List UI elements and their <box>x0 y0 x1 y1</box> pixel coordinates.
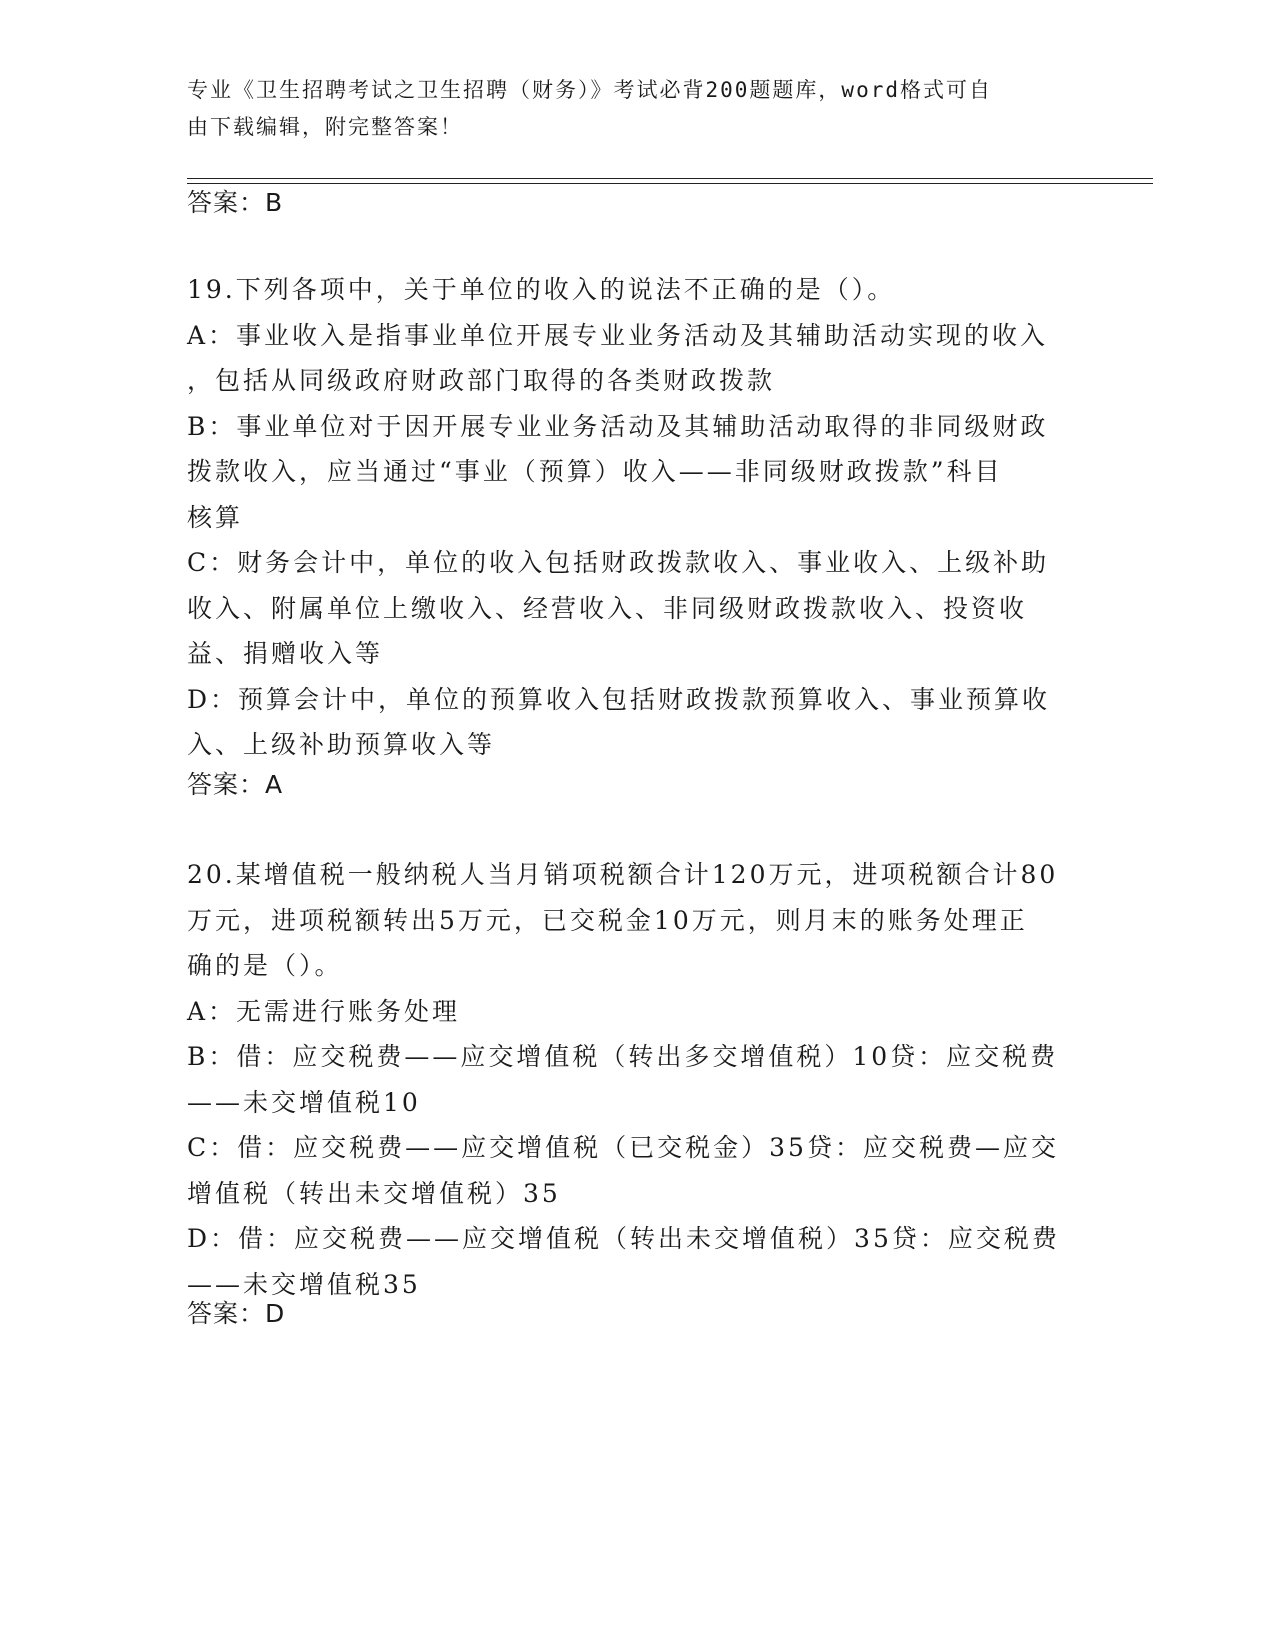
option-c-line-1: C：借：应交税费——应交增值税（已交税金）35贷：应交税费—应交 <box>187 1133 1059 1162</box>
option-b-line-1: B：事业单位对于因开展专业业务活动及其辅助活动取得的非同级财政 <box>187 411 1049 441</box>
stem-line-3: 确的是（）。 <box>187 951 343 980</box>
question-20 <box>187 852 1087 1307</box>
option-c-line-2: 收入、附属单位上缴收入、经营收入、非同级财政拨款收入、投资收 <box>187 593 1028 623</box>
question-19-option-b <box>187 404 1087 541</box>
question-19-option-c <box>187 540 1087 677</box>
question-19 <box>187 267 1087 768</box>
question-20-option-d <box>187 1216 1087 1307</box>
document-header <box>187 72 1087 146</box>
question-19-stem: 19.下列各项中，关于单位的收入的说法不正确的是（）。 <box>187 275 896 304</box>
option-d-line-2: 入、上级补助预算收入等 <box>187 730 496 759</box>
option-b-line-3: 核算 <box>187 502 244 532</box>
header-divider-top <box>187 178 1153 179</box>
option-b-line-2: 拨款收入，应当通过“事业（预算）收入——非同级财政拨款”科目 <box>187 457 1003 486</box>
option-d-line-1: D：借：应交税费——应交增值税（转出未交增值税）35贷：应交税费 <box>187 1224 1060 1253</box>
option-d-line-2: ——未交增值税35 <box>187 1269 421 1299</box>
question-20-option-b <box>187 1034 1087 1125</box>
question-20-option-a <box>187 989 1087 1035</box>
header-line-2: 由下载编辑，附完整答案！ <box>187 115 463 139</box>
question-19-option-a <box>187 313 1087 404</box>
option-a-line-2: ，包括从同级政府财政部门取得的各类财政拨款 <box>187 366 776 395</box>
stem-line-1: 20.某增值税一般纳税人当月销项税额合计120万元，进项税额合计80 <box>187 860 1059 889</box>
question-19-answer: 答案：A <box>187 770 284 799</box>
question-20-stem <box>187 852 1087 989</box>
question-19-option-d <box>187 677 1087 768</box>
option-c-line-3: 益、捐赠收入等 <box>187 639 384 668</box>
question-20-answer: 答案：D <box>187 1299 286 1328</box>
option-b-line-2: ——未交增值税10 <box>187 1087 421 1117</box>
header-divider-bottom <box>187 183 1153 184</box>
option-a-line-1: A：事业收入是指事业单位开展专业业务活动及其辅助活动实现的收入 <box>187 320 1049 350</box>
option-d-line-1: D：预算会计中，单位的预算收入包括财政拨款预算收入、事业预算收 <box>187 684 1051 714</box>
stem-line-2: 万元，进项税额转出5万元，已交税金10万元，则月末的账务处理正 <box>187 905 1028 935</box>
previous-answer: 答案：B <box>187 188 284 217</box>
option-c-line-1: C：财务会计中，单位的收入包括财政拨款收入、事业收入、上级补助 <box>187 548 1050 577</box>
option-b-line-1: B：借：应交税费——应交增值税（转出多交增值税）10贷：应交税费 <box>187 1042 1059 1071</box>
header-line-1: 专业《卫生招聘考试之卫生招聘（财务）》考试必背200题题库，word格式可自 <box>187 78 992 102</box>
option-a-line-1: A：无需进行账务处理 <box>187 996 461 1026</box>
option-c-line-2: 增值税（转出未交增值税）35 <box>187 1178 561 1208</box>
question-20-option-c <box>187 1125 1087 1216</box>
